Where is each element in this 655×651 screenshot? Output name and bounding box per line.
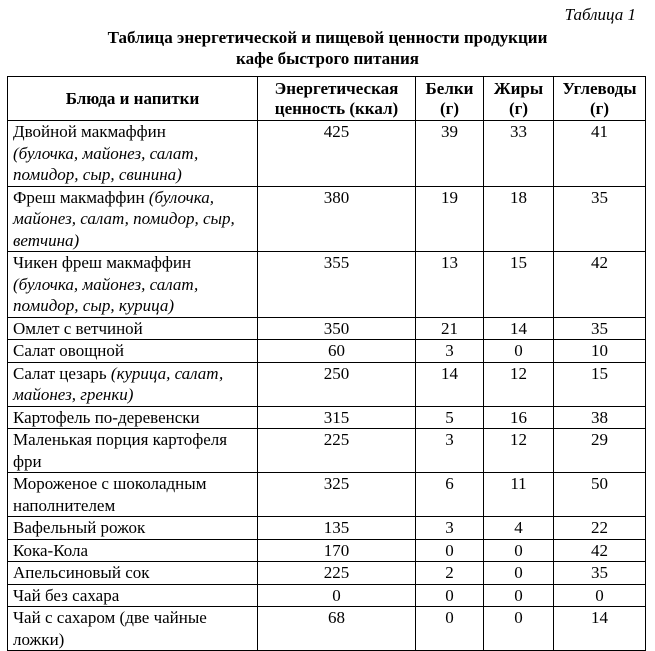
header-protein-line1: Белки bbox=[425, 78, 474, 98]
header-energy-line1: Энергетическая bbox=[274, 78, 399, 98]
fat-cell: 33 bbox=[484, 121, 554, 187]
dish-cell bbox=[8, 473, 258, 517]
protein-cell: 39 bbox=[416, 121, 484, 187]
protein-cell: 3 bbox=[416, 340, 484, 363]
energy-cell: 135 bbox=[258, 517, 416, 540]
energy-cell: 425 bbox=[258, 121, 416, 187]
dish-name: Кока-Кола bbox=[13, 540, 88, 560]
protein-cell: 13 bbox=[416, 252, 484, 318]
table-row bbox=[8, 473, 646, 517]
dish-name: Картофель по-деревенски bbox=[13, 407, 200, 427]
carbs-cell: 35 bbox=[554, 317, 646, 340]
carbs-cell: 50 bbox=[554, 473, 646, 517]
fat-cell: 14 bbox=[484, 317, 554, 340]
dish-name: Фреш макмаффин bbox=[13, 187, 145, 207]
fat-cell: 12 bbox=[484, 362, 554, 406]
dish-cell bbox=[8, 362, 258, 406]
header-energy-line2: ценность (ккал) bbox=[274, 98, 399, 118]
fat-cell: 0 bbox=[484, 562, 554, 585]
protein-cell: 0 bbox=[416, 539, 484, 562]
protein-cell: 0 bbox=[416, 584, 484, 607]
carbs-cell: 0 bbox=[554, 584, 646, 607]
dish-cell bbox=[8, 429, 258, 473]
energy-cell: 315 bbox=[258, 406, 416, 429]
energy-cell: 170 bbox=[258, 539, 416, 562]
header-protein-line2: (г) bbox=[439, 98, 460, 118]
dish-cell bbox=[8, 584, 258, 607]
energy-cell: 68 bbox=[258, 607, 416, 651]
header-dish bbox=[8, 77, 258, 121]
dish-cell bbox=[8, 340, 258, 363]
table-row bbox=[8, 121, 646, 187]
table-row bbox=[8, 406, 646, 429]
carbs-cell: 38 bbox=[554, 406, 646, 429]
dish-name: Мороженое с шоколадным наполнителем bbox=[13, 474, 207, 515]
energy-cell: 0 bbox=[258, 584, 416, 607]
dish-cell bbox=[8, 562, 258, 585]
table-row bbox=[8, 607, 646, 651]
fat-cell: 0 bbox=[484, 607, 554, 651]
dish-name: Апельсиновый сок bbox=[13, 563, 150, 582]
title-line-1: Таблица энергетической и пищевой ценности продукции bbox=[107, 28, 548, 47]
carbs-cell: 10 bbox=[554, 340, 646, 363]
dish-cell bbox=[8, 317, 258, 340]
header-carbs bbox=[554, 77, 646, 121]
energy-cell: 225 bbox=[258, 429, 416, 473]
energy-cell: 325 bbox=[258, 473, 416, 517]
dish-name: Чай без сахара bbox=[13, 585, 120, 605]
energy-cell: 225 bbox=[258, 562, 416, 585]
dish-name: Маленькая порция картофеля фри bbox=[13, 430, 228, 471]
dish-cell bbox=[8, 252, 258, 318]
table-header-row bbox=[8, 77, 646, 121]
carbs-cell: 42 bbox=[554, 252, 646, 318]
protein-cell: 2 bbox=[416, 562, 484, 585]
dish-name: Омлет с ветчиной bbox=[13, 318, 143, 338]
protein-cell: 3 bbox=[416, 517, 484, 540]
table-number-label: Таблица 1 bbox=[564, 5, 636, 24]
dish-name: Двойной макмаффин bbox=[13, 122, 166, 141]
protein-cell: 5 bbox=[416, 406, 484, 429]
page-title bbox=[0, 27, 655, 69]
dish-cell bbox=[8, 539, 258, 562]
protein-cell: 14 bbox=[416, 362, 484, 406]
nutrition-table bbox=[7, 76, 646, 651]
table-row bbox=[8, 517, 646, 540]
carbs-cell: 35 bbox=[554, 562, 646, 585]
fat-cell: 18 bbox=[484, 186, 554, 252]
energy-cell: 60 bbox=[258, 340, 416, 363]
title-line-2: кафе быстрого питания bbox=[236, 49, 419, 68]
dish-name: Салат овощной bbox=[13, 341, 124, 360]
table-row bbox=[8, 429, 646, 473]
energy-cell: 250 bbox=[258, 362, 416, 406]
dish-name: Чай с сахаром (две чайные ложки) bbox=[13, 608, 207, 649]
protein-cell: 19 bbox=[416, 186, 484, 252]
fat-cell: 4 bbox=[484, 517, 554, 540]
fat-cell: 0 bbox=[484, 340, 554, 363]
fat-cell: 11 bbox=[484, 473, 554, 517]
carbs-cell: 42 bbox=[554, 539, 646, 562]
table-row bbox=[8, 562, 646, 585]
dish-description: (булочка, майонез, салат, помидор, сыр, свинина) bbox=[13, 143, 199, 184]
header-carbs-line1: Углеводы bbox=[562, 78, 637, 98]
table-row bbox=[8, 584, 646, 607]
table-row bbox=[8, 186, 646, 252]
dish-cell bbox=[8, 517, 258, 540]
header-energy bbox=[258, 77, 416, 121]
fat-cell: 0 bbox=[484, 539, 554, 562]
energy-cell: 350 bbox=[258, 317, 416, 340]
protein-cell: 6 bbox=[416, 473, 484, 517]
dish-cell bbox=[8, 186, 258, 252]
protein-cell: 0 bbox=[416, 607, 484, 651]
protein-cell: 3 bbox=[416, 429, 484, 473]
carbs-cell: 22 bbox=[554, 517, 646, 540]
protein-cell: 21 bbox=[416, 317, 484, 340]
carbs-cell: 15 bbox=[554, 362, 646, 406]
fat-cell: 15 bbox=[484, 252, 554, 318]
carbs-cell: 35 bbox=[554, 186, 646, 252]
fat-cell: 0 bbox=[484, 584, 554, 607]
carbs-cell: 41 bbox=[554, 121, 646, 187]
table-row bbox=[8, 539, 646, 562]
header-fat-line1: Жиры bbox=[493, 78, 544, 98]
dish-cell bbox=[8, 121, 258, 187]
dish-name: Вафельный рожок bbox=[13, 518, 146, 537]
dish-description: (булочка, майонез, салат, помидор, сыр, курица) bbox=[13, 274, 199, 315]
dish-description: (курица, салат, майонез, гренки) bbox=[13, 363, 224, 404]
table-row bbox=[8, 362, 646, 406]
dish-cell bbox=[8, 607, 258, 651]
header-protein bbox=[416, 77, 484, 121]
header-carbs-line2: (г) bbox=[589, 98, 610, 118]
carbs-cell: 14 bbox=[554, 607, 646, 651]
header-fat-line2: (г) bbox=[508, 98, 529, 118]
energy-cell: 380 bbox=[258, 186, 416, 252]
dish-name: Салат цезарь bbox=[13, 363, 107, 383]
dish-cell bbox=[8, 406, 258, 429]
dish-name: Чикен фреш макмаффин bbox=[13, 253, 192, 272]
fat-cell: 16 bbox=[484, 406, 554, 429]
dish-description: (булочка, майонез, салат, помидор, сыр, ветчина) bbox=[13, 187, 235, 250]
table-row bbox=[8, 340, 646, 363]
table-row bbox=[8, 252, 646, 318]
fat-cell: 12 bbox=[484, 429, 554, 473]
energy-cell: 355 bbox=[258, 252, 416, 318]
carbs-cell: 29 bbox=[554, 429, 646, 473]
header-dish-label: Блюда и напитки bbox=[65, 88, 200, 108]
table-row bbox=[8, 317, 646, 340]
header-fat bbox=[484, 77, 554, 121]
